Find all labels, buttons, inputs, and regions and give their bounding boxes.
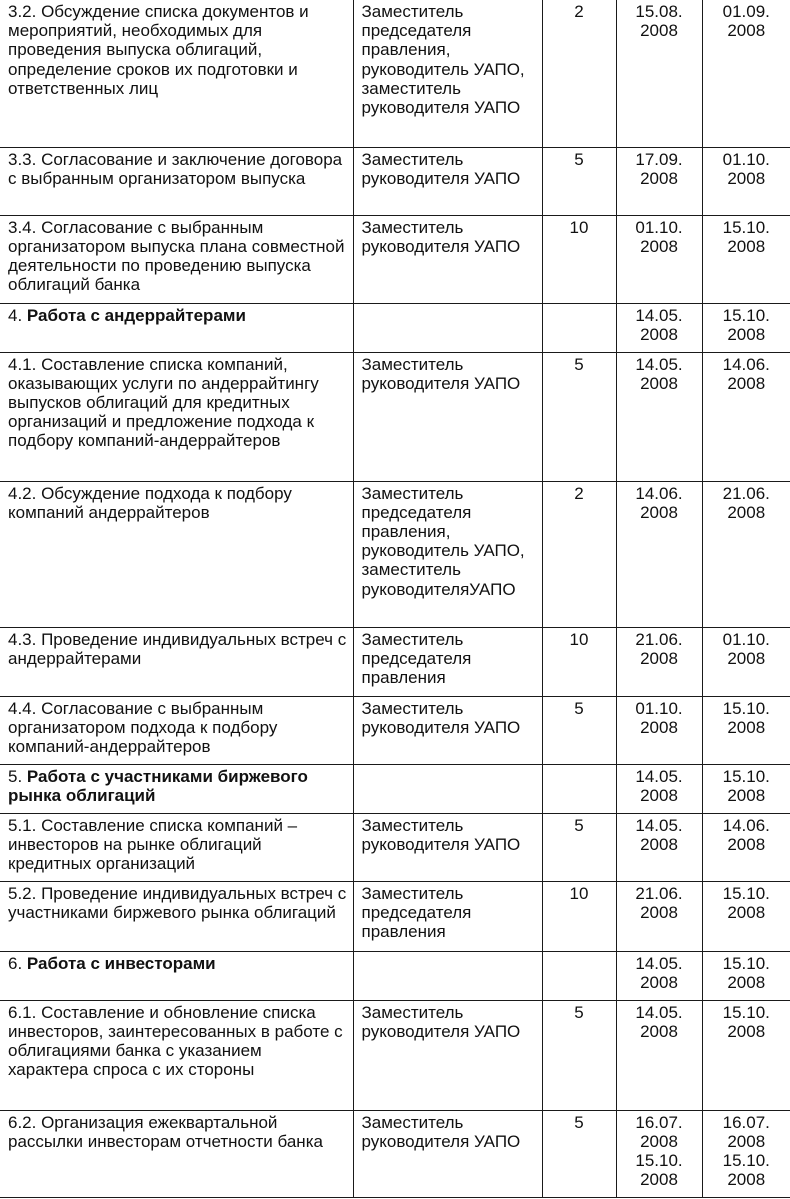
table-row [0, 215, 790, 303]
end-date-cell: 15.10. 2008 [702, 303, 790, 352]
start-date-cell: 14.05. 2008 [616, 951, 702, 1000]
section-number: 6. [8, 953, 23, 973]
start-date-cell: 14.05. 2008 [616, 1000, 702, 1110]
start-date-cell [616, 1110, 702, 1197]
table-row [0, 813, 790, 881]
table-row [0, 147, 790, 215]
table-row [0, 0, 790, 147]
responsible-cell: Заместитель руководителя УАПО [353, 147, 542, 215]
duration-cell [542, 951, 616, 1000]
end-date-cell: 01.10. 2008 [702, 147, 790, 215]
section-number: 5. [8, 766, 23, 786]
start-date-2: 15.10. 2008 [635, 1150, 683, 1190]
duration-cell [542, 303, 616, 352]
duration-cell: 10 [542, 627, 616, 696]
end-date-cell: 15.10. 2008 [702, 696, 790, 764]
section-title-cell [0, 303, 353, 352]
end-date-cell: 15.10. 2008 [702, 951, 790, 1000]
responsible-cell: Заместитель руководителя УАПО [353, 215, 542, 303]
responsible-cell: Заместитель руководителя УАПО [353, 696, 542, 764]
table-row [0, 627, 790, 696]
start-date-cell: 14.05. 2008 [616, 303, 702, 352]
section-row [0, 951, 790, 1000]
end-date-cell: 14.06. 2008 [702, 352, 790, 481]
end-date-cell: 01.10. 2008 [702, 627, 790, 696]
responsible-cell [353, 764, 542, 813]
table-row [0, 481, 790, 627]
end-date-cell: 15.10. 2008 [702, 881, 790, 951]
duration-cell: 5 [542, 1000, 616, 1110]
end-date-cell: 15.10. 2008 [702, 1000, 790, 1110]
start-date-cell: 17.09. 2008 [616, 147, 702, 215]
start-date-cell: 14.06. 2008 [616, 481, 702, 627]
end-date-1: 16.07. 2008 [722, 1112, 770, 1151]
responsible-cell: Заместитель председателя правления [353, 627, 542, 696]
start-date-cell: 14.05. 2008 [616, 352, 702, 481]
responsible-cell: Заместитель председателя правления, руководитель УАПО, заместитель руководителя УАПО [353, 0, 542, 147]
end-date-cell: 15.10. 2008 [702, 215, 790, 303]
responsible-cell [353, 951, 542, 1000]
task-cell: 3.4. Согласование с выбранным организатором выпуска плана совместной деятельности по проведению выпуска облигаций банка [0, 215, 353, 303]
table-row [0, 1110, 790, 1197]
task-cell: 4.2. Обсуждение подхода к подбору компаний андеррайтеров [0, 481, 353, 627]
section-title: Работа с участниками биржевого рынка облигаций [8, 766, 308, 805]
task-cell: 6.1. Составление и обновление списка инвесторов, заинтересованных в работе с облигациями банка с указанием характера спроса с их стороны [0, 1000, 353, 1110]
task-cell: 3.2. Обсуждение списка документов и мероприятий, необходимых для проведения выпуска облигаций, определение сроков их подготовки и ответственных лиц [0, 0, 353, 147]
end-date-cell: 21.06. 2008 [702, 481, 790, 627]
section-number: 4. [8, 305, 23, 325]
end-date-cell: 01.09. 2008 [702, 0, 790, 147]
section-title: Работа с инвесторами [26, 953, 216, 973]
duration-cell: 10 [542, 881, 616, 951]
task-cell: 4.1. Составление списка компаний, оказывающих услуги по андеррайтингу выпусков облигаций для кредитных организаций и предложение подхода к подбору компаний-андеррайтеров [0, 352, 353, 481]
start-date-cell: 14.05. 2008 [616, 813, 702, 881]
start-date-cell: 21.06. 2008 [616, 881, 702, 951]
task-cell: 4.4. Согласование с выбранным организатором подхода к подбору компаний-андеррайтеров [0, 696, 353, 764]
start-date-cell: 15.08. 2008 [616, 0, 702, 147]
section-title-cell [0, 764, 353, 813]
duration-cell: 5 [542, 352, 616, 481]
duration-cell: 2 [542, 481, 616, 627]
section-title-cell [0, 951, 353, 1000]
start-date-cell: 01.10. 2008 [616, 215, 702, 303]
start-date-cell: 21.06. 2008 [616, 627, 702, 696]
duration-cell [542, 764, 616, 813]
end-date-cell [702, 1110, 790, 1197]
section-row [0, 303, 790, 352]
end-date-cell: 14.06. 2008 [702, 813, 790, 881]
duration-cell: 10 [542, 215, 616, 303]
task-cell: 5.2. Проведение индивидуальных встреч с участниками биржевого рынка облигаций [0, 881, 353, 951]
duration-cell: 5 [542, 813, 616, 881]
end-date-cell: 15.10. 2008 [702, 764, 790, 813]
task-cell: 5.1. Составление списка компаний – инвесторов на рынке облигаций кредитных организаций [0, 813, 353, 881]
start-date-cell: 14.05. 2008 [616, 764, 702, 813]
responsible-cell: Заместитель руководителя УАПО [353, 813, 542, 881]
table-row [0, 1000, 790, 1110]
section-title: Работа с андеррайтерами [26, 305, 246, 325]
duration-cell: 5 [542, 696, 616, 764]
responsible-cell: Заместитель председателя правления [353, 881, 542, 951]
table-row [0, 352, 790, 481]
start-date-cell: 01.10. 2008 [616, 696, 702, 764]
responsible-cell: Заместитель руководителя УАПО [353, 1110, 542, 1197]
duration-cell: 2 [542, 0, 616, 147]
responsible-cell [353, 303, 542, 352]
task-cell: 3.3. Согласование и заключение договора с выбранным организатором выпуска [0, 147, 353, 215]
duration-cell: 5 [542, 1110, 616, 1197]
responsible-cell: Заместитель руководителя УАПО [353, 352, 542, 481]
task-cell: 6.2. Организация ежеквартальной рассылки инвесторам отчетности банка [0, 1110, 353, 1197]
responsible-cell: Заместитель руководителя УАПО [353, 1000, 542, 1110]
start-date-1: 16.07. 2008 [635, 1112, 683, 1151]
end-date-2: 15.10. 2008 [722, 1150, 770, 1190]
duration-cell: 5 [542, 147, 616, 215]
section-row [0, 764, 790, 813]
responsible-cell: Заместитель председателя правления, руководитель УАПО, заместитель руководителяУАПО [353, 481, 542, 627]
table-row [0, 881, 790, 951]
task-cell: 4.3. Проведение индивидуальных встреч с андеррайтерами [0, 627, 353, 696]
table-row [0, 696, 790, 764]
